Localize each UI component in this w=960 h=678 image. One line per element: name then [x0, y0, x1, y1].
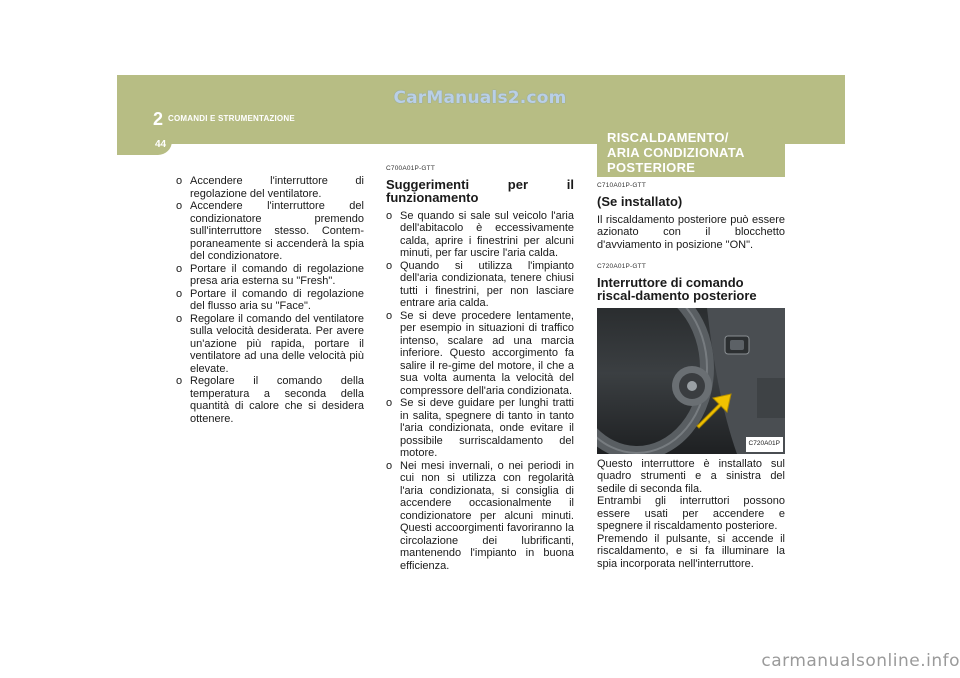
switch-heading: Interruttore di comando riscal-damento posteriore — [597, 274, 757, 303]
section-title-line: ARIA CONDIZIONATA — [607, 145, 745, 160]
procedure-list — [176, 175, 364, 425]
list-item: o Portare il comando di regolazione del flusso aria su "Face". — [176, 288, 364, 313]
site-watermark-logo[interactable]: CarManuals2.com — [393, 88, 567, 108]
switch-paragraph: Premendo il pulsante, si accende il riscaldamento, e si fa illuminare la spia incorporata nell'interruttore. — [597, 532, 785, 570]
list-item: o Accendere l'interruttore di regolazione del ventilatore. — [176, 175, 364, 200]
list-item: o Accendere l'interruttore del condizionatore premendo sull'interruttore stesso. Contem-poraneamente si accenderà la spia del condizionatore. — [176, 200, 364, 263]
footer-watermark[interactable]: carmanualsonline.info — [761, 651, 960, 671]
list-item: o Quando si utilizza l'impianto dell'aria condizionata, tenere chiusi tutti i finestrini, per non lasciare entrare aria calda. — [386, 260, 574, 310]
rear-heater-switch-photo — [597, 308, 785, 454]
section-title — [607, 130, 782, 175]
dashboard-illustration — [597, 308, 785, 454]
chapter-number: 2 — [153, 109, 164, 129]
section-code: C700A01P-GTT — [386, 165, 436, 172]
list-item: o Se quando si sale sul veicolo l'aria dell'abitacolo è eccessivamente calda, aprire i finestrini per alcuni minuti, per far uscire l'aria calda. — [386, 210, 574, 260]
list-item: o Nei mesi invernali, o nei periodi in cui non si utilizza con regolarità l'aria condizionata, si consiglia di accendere occasionalmente il condizionatore per alcuni minuti. Questi accoorgimenti favoriranno la circolazione dei lubrificanti, mantenendo l'impianto in buona efficienza. — [386, 460, 574, 573]
tips-list — [386, 210, 574, 573]
list-item: o Se si deve procedere lentamente, per esempio in situazioni di traffico intenso, scalare ad una marcia inferiore. Questo accorgimento fa salire il re-gime del motore, il che a sua volta aumenta la velocità del compressore dell'aria condizionata. — [386, 310, 574, 398]
section-code: C710A01P-GTT — [597, 182, 647, 189]
section-title-line: RISCALDAMENTO/ — [607, 130, 729, 145]
column-procedure — [176, 175, 364, 425]
section-code: C720A01P-GTT — [597, 263, 647, 270]
chapter-title: COMANDI E STRUMENTAZIONE — [168, 114, 295, 123]
switch-paragraph: Entrambi gli interruttori possono essere usati per accendere e spegnere il riscaldamento posteriore. — [597, 495, 785, 532]
section-title-line: POSTERIORE — [607, 160, 696, 175]
installed-heading: (Se installato) — [597, 193, 683, 209]
installed-text: Il riscaldamento posteriore può essere azionato con il blocchetto d'avviamento in posizione "ON". — [597, 213, 785, 251]
photo-caption: C720A01P — [746, 437, 783, 452]
page-number: 44 — [155, 139, 167, 150]
list-item: o Regolare il comando della temperatura a seconda della quantità di calore che si desidera ottenere. — [176, 375, 364, 425]
column-tips — [386, 163, 574, 572]
list-item: o Portare il comando di regolazione presa aria esterna su "Fresh". — [176, 263, 364, 288]
column-rear-heater — [597, 180, 785, 570]
list-item: o Se si deve guidare per lunghi tratti in salita, spegnere di tanto in tanto l'aria condizionata, onde evitare il possibile surriscaldamento del motore. — [386, 397, 574, 460]
tips-heading: Suggerimenti per il funzionamento — [386, 176, 574, 205]
switch-paragraph: Questo interruttore è installato sul quadro strumenti e a sinistra del sedile di seconda fila. — [597, 457, 785, 495]
list-item: o Regolare il comando del ventilatore sulla velocità desiderata. Per avere un'azione più rapida, portare il ventilatore ad una delle velocità più elevate. — [176, 313, 364, 376]
